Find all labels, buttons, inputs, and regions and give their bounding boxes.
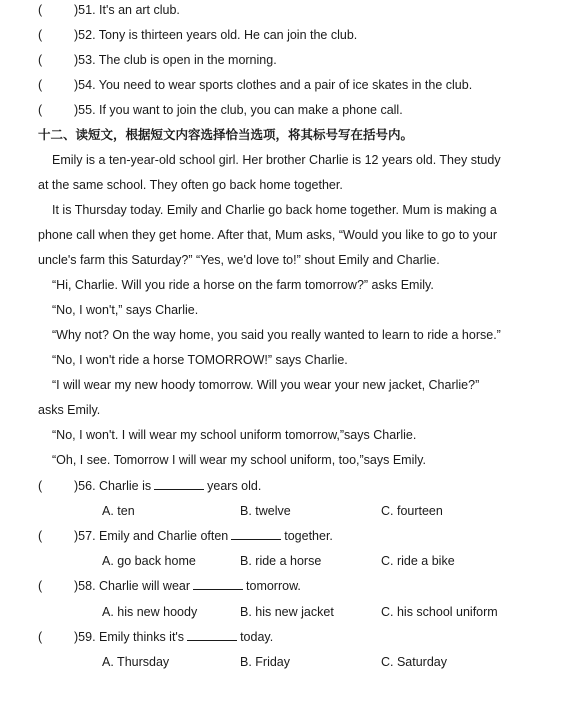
- answer-bracket[interactable]: (: [38, 3, 43, 17]
- answer-bracket[interactable]: (: [38, 53, 43, 67]
- question-text: [74, 478, 261, 494]
- option-c: C. ride a bike: [381, 554, 455, 568]
- option-c: C. Saturday: [381, 655, 448, 669]
- question-text: [74, 629, 273, 645]
- option-a: A. go back home: [102, 554, 196, 568]
- option-b: B. Friday: [240, 655, 291, 669]
- question-text: )54. You need to wear sports clothes and a pair of ice skates in the club.: [74, 78, 473, 92]
- passage-text: phone call when they get home. After that, Mum asks, “Would you like to go to your: [38, 228, 498, 242]
- question-tail: today.: [240, 630, 274, 644]
- passage-text: “Why not? On the way home, you said you really wanted to learn to ride a horse.”: [52, 328, 501, 342]
- passage-text: “No, I won't ride a horse TOMORROW!” says Charlie.: [52, 353, 348, 367]
- passage-text: “No, I won't,” says Charlie.: [52, 303, 199, 317]
- answer-bracket[interactable]: (: [38, 78, 43, 92]
- option-a: A. ten: [102, 504, 135, 518]
- passage-text: It is Thursday today. Emily and Charlie go back home together. Mum is making a: [52, 203, 497, 217]
- passage-text: “No, I won't. I will wear my school uniform tomorrow,”says Charlie.: [52, 428, 417, 442]
- option-b: B. ride a horse: [240, 554, 322, 568]
- passage-text: uncle's farm this Saturday?” “Yes, we'd love to!” shout Emily and Charlie.: [38, 253, 440, 267]
- passage-text: Emily is a ten-year-old school girl. Her brother Charlie is 12 years old. They study: [52, 153, 501, 167]
- question-stem: )56. Charlie is: [74, 479, 152, 493]
- passage-text: “I will wear my new hoody tomorrow. Will you wear your new jacket, Charlie?”: [52, 378, 480, 392]
- section-title: 十二、读短文，根据短文内容选择恰当选项，将其标号写在括号内。: [38, 127, 414, 142]
- answer-blank[interactable]: [187, 629, 237, 641]
- option-c: C. fourteen: [381, 504, 443, 518]
- answer-bracket[interactable]: (: [38, 103, 43, 117]
- answer-bracket[interactable]: (: [38, 579, 43, 593]
- passage-text: “Oh, I see. Tomorrow I will wear my school uniform, too,”says Emily.: [52, 453, 426, 467]
- answer-blank[interactable]: [154, 478, 204, 490]
- answer-blank[interactable]: [193, 578, 243, 590]
- answer-bracket[interactable]: (: [38, 529, 43, 543]
- passage-text: at the same school. They often go back home together.: [38, 178, 343, 192]
- question-text: [74, 578, 301, 594]
- answer-blank[interactable]: [231, 528, 281, 540]
- question-stem: )58. Charlie will wear: [74, 579, 191, 593]
- question-tail: tomorrow.: [246, 579, 301, 593]
- option-a: A. Thursday: [102, 655, 170, 669]
- question-tail: years old.: [207, 479, 262, 493]
- question-tail: together.: [284, 529, 333, 543]
- option-a: A. his new hoody: [102, 605, 198, 619]
- question-text: [74, 528, 333, 544]
- question-text: )55. If you want to join the club, you can make a phone call.: [74, 103, 403, 117]
- passage-text: asks Emily.: [38, 403, 101, 417]
- question-text: )53. The club is open in the morning.: [74, 53, 277, 67]
- question-stem: )59. Emily thinks it's: [74, 630, 185, 644]
- answer-bracket[interactable]: (: [38, 28, 43, 42]
- option-c: C. his school uniform: [381, 605, 498, 619]
- question-text: )51. It's an art club.: [74, 3, 180, 17]
- passage-text: “Hi, Charlie. Will you ride a horse on the farm tomorrow?” asks Emily.: [52, 278, 434, 292]
- answer-bracket[interactable]: (: [38, 630, 43, 644]
- answer-bracket[interactable]: (: [38, 479, 43, 493]
- option-b: B. his new jacket: [240, 605, 334, 619]
- question-text: )52. Tony is thirteen years old. He can join the club.: [74, 28, 358, 42]
- option-b: B. twelve: [240, 504, 291, 518]
- question-stem: )57. Emily and Charlie often: [74, 529, 229, 543]
